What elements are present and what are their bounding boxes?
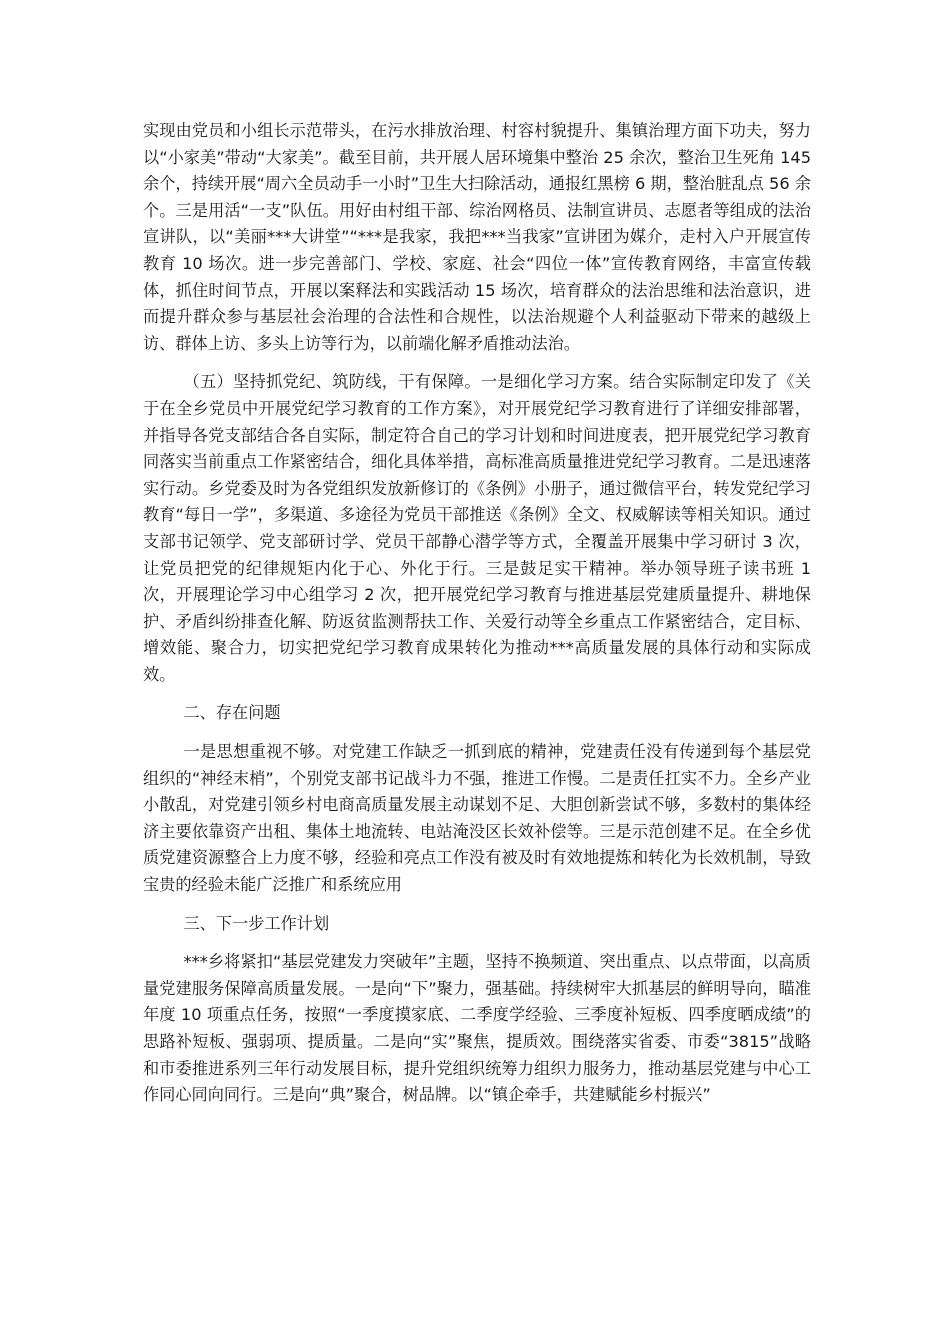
section-heading-problems: 二、存在问题 xyxy=(183,703,281,723)
paragraph-environment-governance: 实现由党员和小组长示范带头，在污水排放治理、村容村貌提升、集镇治理方面下功夫，努力以“小家美”带动“大家美”。截至目前，共开展人居环境集中整治 25 余次，整治卫生死角 145 余个，持续开展“周六全员动手一小时”卫生大扫除活动，通报红黑榜 6 期，整治脏乱点 56 余个。三是用活“一支”队伍。用好由村组干部、综治网格员、法制宣讲员、志愿者等组成的法治宣讲队，以“美丽***大讲堂”“***是我家，我把***当我家”宣讲团为媒介，走村入户开展宣传教育 10 场次。进一步完善部门、学校、家庭、社会“四位一体”宣传教育网络，丰富宣传载体，抓住时间节点，开展以案释法和实践活动 15 场次，培育群众的法治思维和法治意识，进而提升群众参与基层社会治理的合法性和合规性，以法治规避个人利益驱动下带来的越级上访、群体上访、多头上访等行为，以前端化解矛盾推动法治。 xyxy=(143,121,811,353)
section-heading-next-plan: 三、下一步工作计划 xyxy=(183,913,330,933)
paragraph-next-plan: ***乡将紧扣“基层党建发力突破年”主题，坚持不换频道、突出重点、以点带面，以高质量党建服务保障高质量发展。一是向“下”聚力，强基础。持续树牢大抓基层的鲜明导向，瞄准年度 10 项重点任务，按照“一季度摸家底、二季度学经验、三季度补短板、四季度晒成绩”的思路补短板、强弱项、提质量。二是向“实”聚焦，提质效。围绕落实省委、市委“3815”战略和市委推进系列三年行动发展目标，提升党组织统筹力组织力服务力，推动基层党建与中心工作同心同向同行。三是向“典”聚合，树品牌。以“镇企牵手，共建赋能乡村振兴” xyxy=(143,952,811,1105)
paragraph-party-discipline: （五）坚持抓党纪、筑防线，干有保障。一是细化学习方案。结合实际制定印发了《关于在全乡党员中开展党纪学习教育的工作方案》，对开展党纪学习教育进行了详细安排部署，并指导各党支部结合各自实际，制定符合自己的学习计划和时间进度表，把开展党纪学习教育同落实当前重点工作紧密结合，细化具体举措，高标准高质量推进党纪学习教育。二是迅速落实行动。乡党委及时为各党组织发放新修订的《条例》小册子，通过微信平台，转发党纪学习教育“每日一学”，多渠道、多途径为党员干部推送《条例》全文、权威解读等相关知识。通过支部书记领学、党支部研讨学、党员干部静心潜学等方式，全覆盖开展集中学习研讨 3 次，让党员把党的纪律规矩内化于心、外化于行。三是鼓足实干精神。举办领导班子读书班 1 次，开展理论学习中心组学习 2 次，把开展党纪学习教育与推进基层党建质量提升、耕地保护、矛盾纠纷排查化解、防返贫监测帮扶工作、关爱行动等全乡重点工作紧密结合，定目标、增效能、聚合力，切实把党纪学习教育成果转化为推动***高质量发展的具体行动和实际成效。 xyxy=(143,372,811,684)
document-page xyxy=(143,118,811,1109)
paragraph-problems: 一是思想重视不够。对党建工作缺乏一抓到底的精神，党建责任没有传递到每个基层党组织的“神经末梢”，个别党支部书记战斗力不强，推进工作慢。二是责任扛实不力。全乡产业小散乱，对党建引领乡村电商高质量发展主动谋划不足、大胆创新尝试不够，多数村的集体经济主要依靠资产出租、集体土地流转、电站淹没区长效补偿等。三是示范创建不足。在全乡优质党建资源整合上力度不够，经验和亮点工作没有被及时有效地提炼和转化为长效机制，导致宝贵的经验未能广泛推广和系统应用 xyxy=(143,742,811,895)
